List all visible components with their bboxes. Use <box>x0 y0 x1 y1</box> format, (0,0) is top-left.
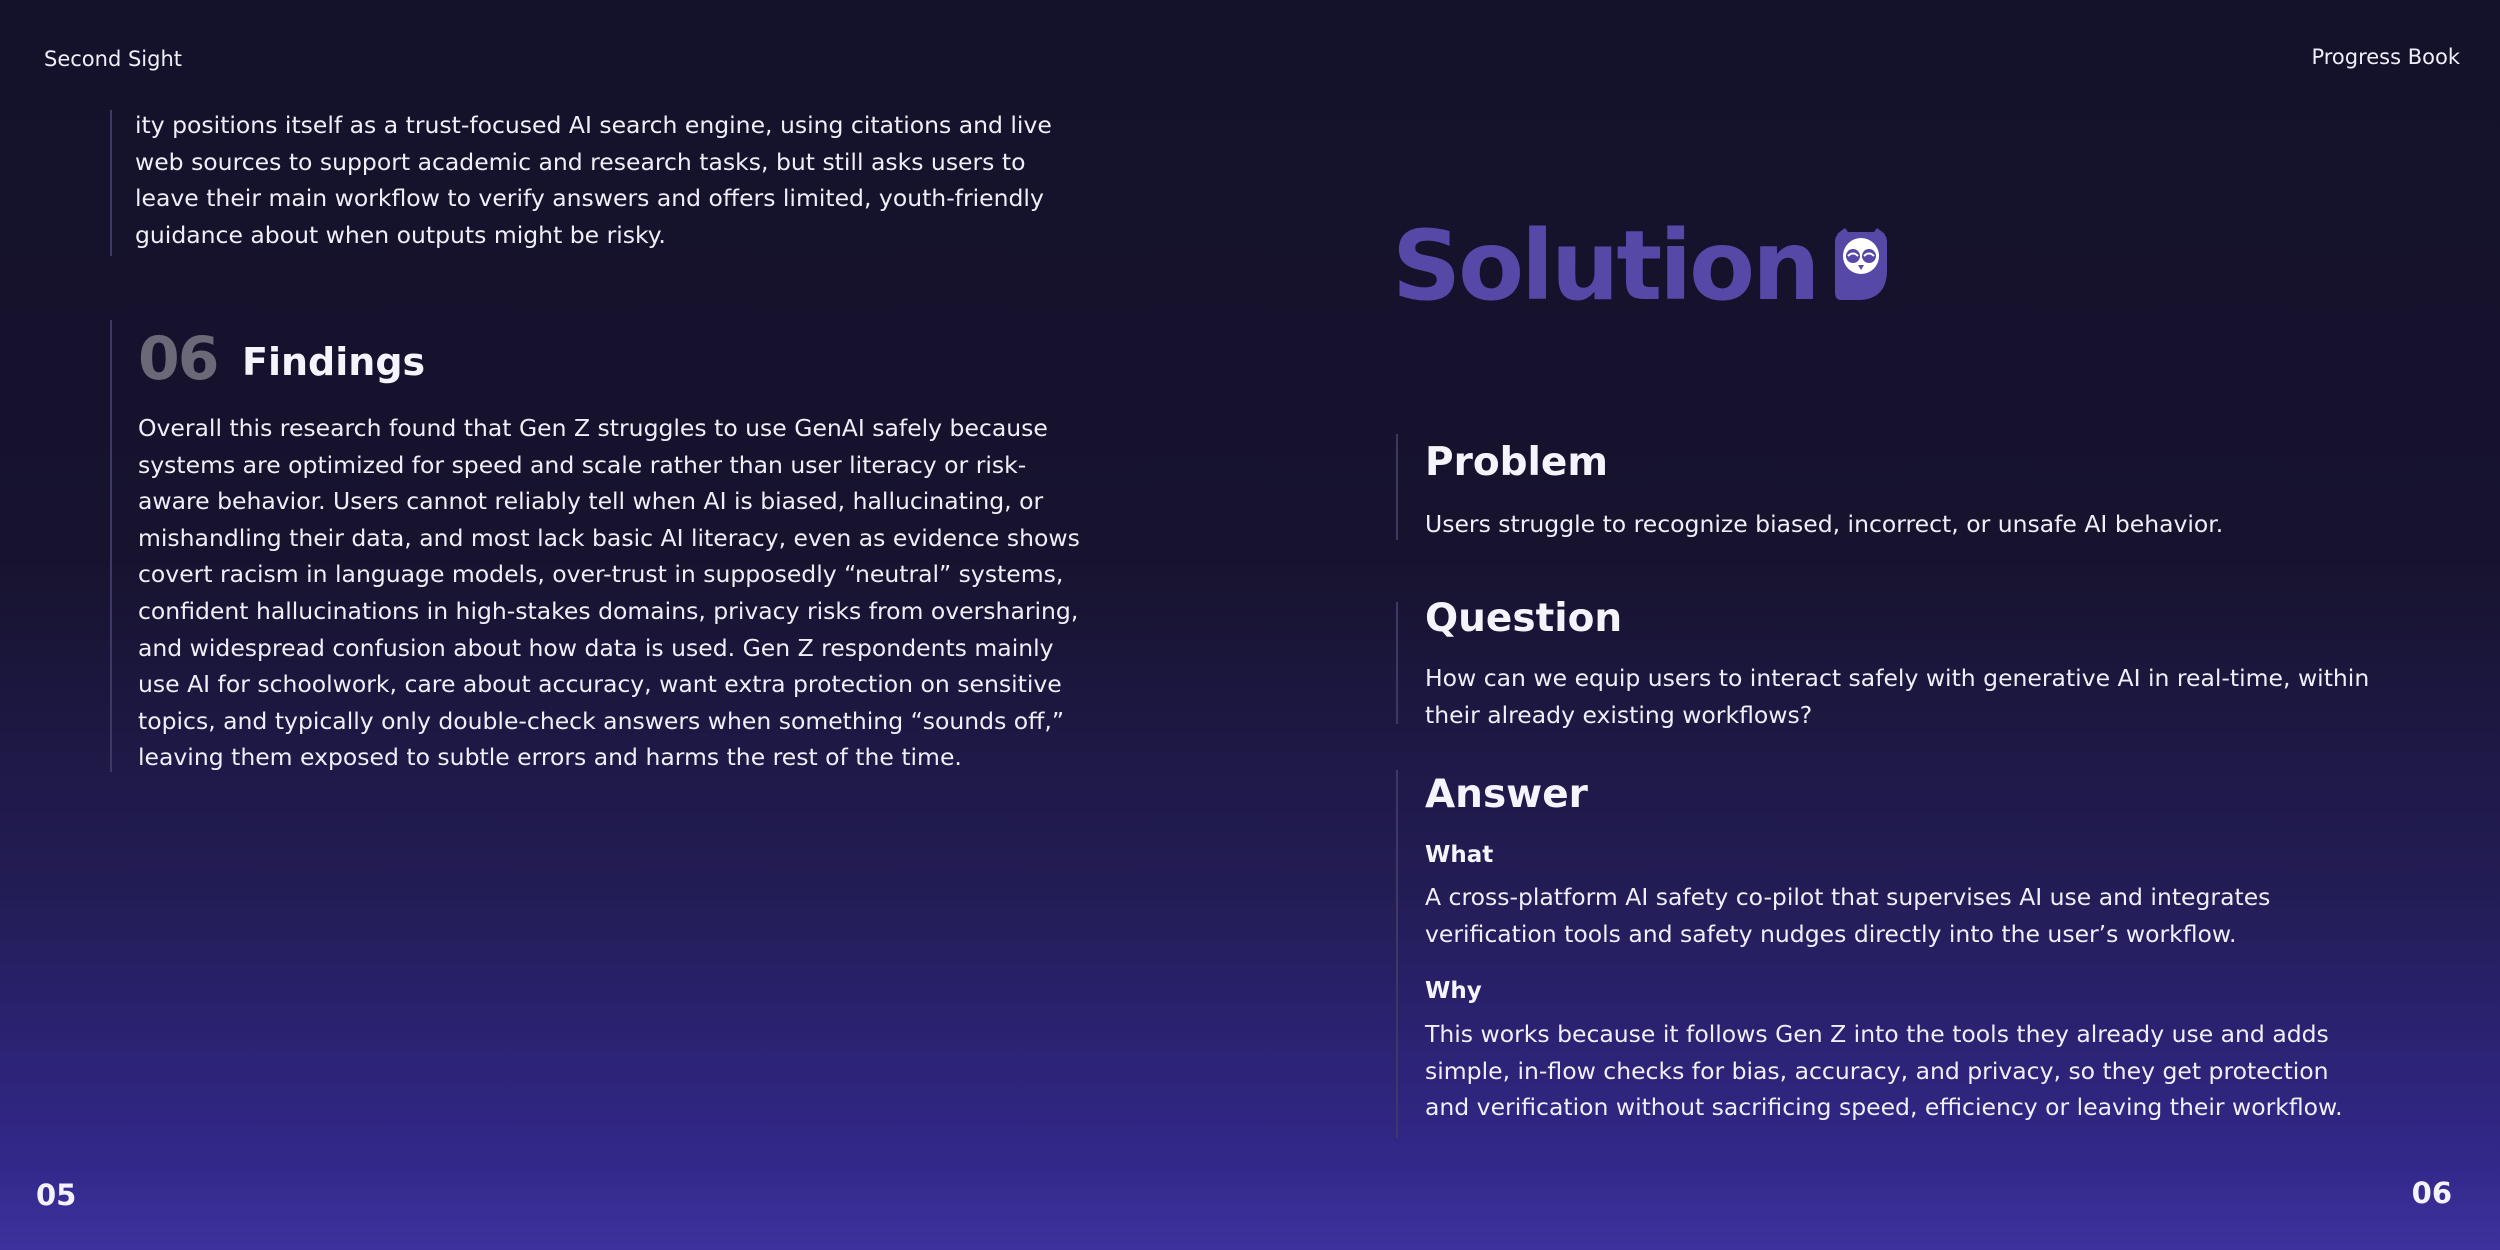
solution-heading <box>1392 210 1891 322</box>
why-label: Why <box>1425 978 1482 1004</box>
what-label: What <box>1425 842 1494 868</box>
answer-rule <box>1396 770 1398 1138</box>
intro-rule <box>110 110 112 256</box>
running-header-right: Progress Book <box>2311 45 2460 69</box>
answer-title: Answer <box>1425 772 1588 817</box>
why-body: This works because it follows Gen Z into the tools they already use and adds simple, in-flow checks for bias, accuracy, and privacy, so they get protection and verification without sacrificing speed, efficiency or leaving their workflow. <box>1425 1020 2343 1122</box>
problem-title: Problem <box>1425 440 1608 485</box>
findings-body: Overall this research found that Gen Z struggles to use GenAI safely because systems are optimized for speed and scale rather than user literacy or risk-aware behavior. Users cannot reliably tell when AI is biased, hallucinating, or mishandling their data, and most lack basic AI literacy, even as evidence shows covert racism in language models, over-trust in supposedly “neutral” systems, confident hallucinations in high-stakes domains, privacy risks from oversharing, and widespread confusion about how data is used. Gen Z respondents mainly use AI for schoolwork, care about accuracy, want extra protection on sensitive topics, and typically only double-check answers when something “sounds off,” leaving them exposed to subtle errors and harms the rest of the time. <box>138 414 1080 772</box>
problem-body: Users struggle to recognize biased, incorrect, or unsafe AI behavior. <box>1425 510 2224 538</box>
what-body: A cross-platform AI safety co-pilot that supervises AI use and integrates verification tools and safety nudges directly into the user’s workflow. <box>1425 883 2271 948</box>
page-number-right: 06 <box>2411 1176 2452 1210</box>
question-title: Question <box>1425 596 1623 641</box>
problem-rule <box>1396 434 1398 540</box>
question-body: How can we equip users to interact safely with generative AI in real-time, within their already existing workflows? <box>1425 664 2370 729</box>
intro-paragraph: ity positions itself as a trust-focused AI search engine, using citations and live web sources to support academic and research tasks, but still asks users to leave their main workflow to verify answers and offers limited, youth-friendly guidance about when outputs might be risky. <box>135 111 1052 249</box>
findings-rule <box>110 320 112 772</box>
findings-number: 06 <box>138 324 218 394</box>
page-number-left: 05 <box>36 1178 77 1212</box>
running-header-left: Second Sight <box>44 47 182 71</box>
findings-title: Findings <box>242 340 426 384</box>
owl-icon <box>1831 228 1891 304</box>
solution-title: Solution <box>1392 210 1818 322</box>
question-rule <box>1396 602 1398 724</box>
